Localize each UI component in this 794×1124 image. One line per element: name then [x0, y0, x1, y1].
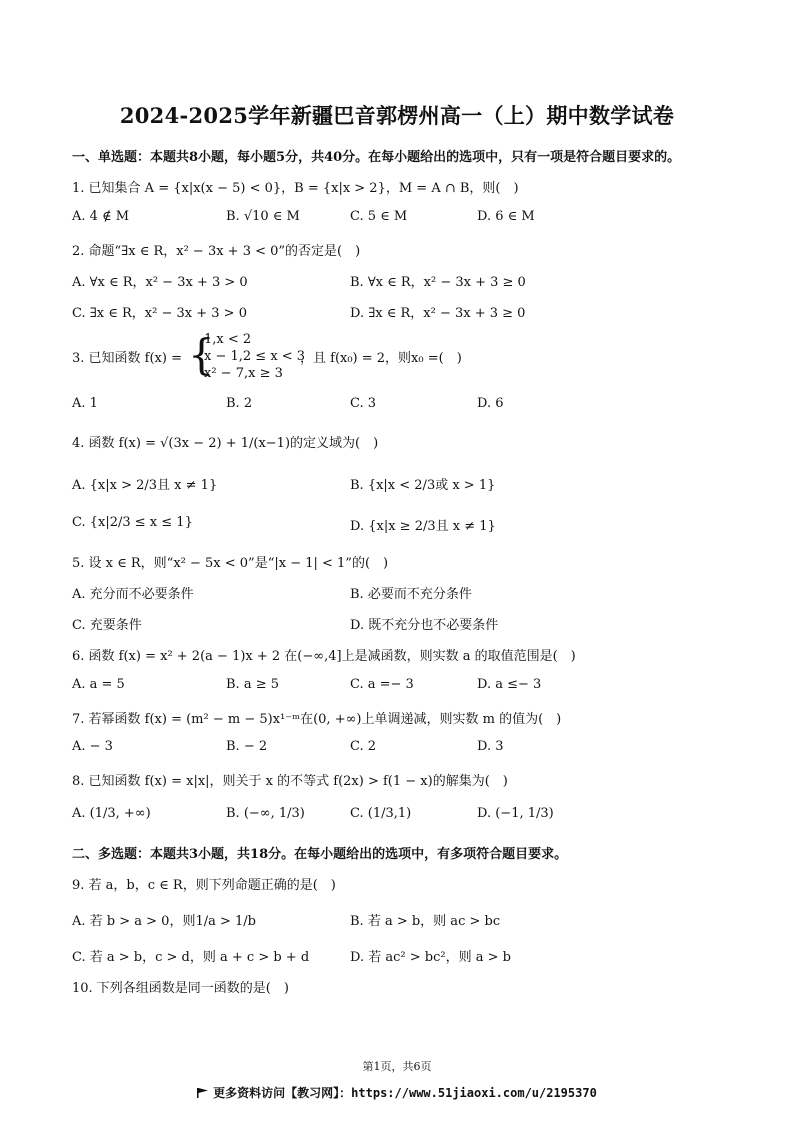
question-8-option-c: C. (1/3,1): [350, 806, 412, 821]
question-5-option-b: B. 必要而不充分条件: [350, 587, 472, 602]
flag-icon: [197, 1088, 209, 1098]
question-1-option-b: B. √10 ∈ M: [226, 209, 300, 224]
question-3-option-b: B. 2: [226, 396, 253, 411]
question-4-option-c: C. {x|2/3 ≤ x ≤ 1}: [72, 515, 193, 530]
question-2-option-c: C. ∃x ∈ R，x² − 3x + 3 > 0: [72, 306, 247, 321]
question-3-option-d: D. 6: [477, 396, 504, 411]
promo-banner[interactable]: [0, 1084, 794, 1101]
question-8-option-b: B. (−∞, 1/3): [226, 806, 305, 821]
question-5-option-a: A. 充分而不必要条件: [72, 587, 194, 602]
question-9-option-b: B. 若 a > b，则 ac > bc: [350, 914, 501, 929]
question-5-stem: 5. 设 x ∈ R，则“x² − 5x < 0”是“|x − 1| < 1”的( ): [72, 556, 389, 571]
question-4-option-b: B. {x|x < 2/3或 x > 1}: [350, 478, 496, 493]
question-7-option-d: D. 3: [477, 739, 504, 754]
question-7-option-c: C. 2: [350, 739, 377, 754]
question-7-stem: 7. 若幂函数 f(x) = (m² − m − 5)x¹⁻ᵐ在(0, +∞)上单调递减，则实数 m 的值为( ): [72, 712, 562, 727]
question-4-stem: 4. 函数 f(x) = √(3x − 2) + 1/(x−1)的定义域为( ): [72, 436, 379, 451]
question-1-stem: 1. 已知集合 A = {x|x(x − 5) < 0}，B = {x|x > 2}，M = A ∩ B，则( ): [72, 181, 519, 196]
case-3: x² − 7,x ≥ 3: [204, 366, 283, 381]
question-3-stem-suffix: ，且 f(x₀) = 2，则x₀ =( ): [300, 351, 462, 366]
question-6-option-c: C. a =− 3: [350, 677, 414, 692]
question-3-option-c: C. 3: [350, 396, 377, 411]
question-9-option-a: A. 若 b > a > 0，则1/a > 1/b: [72, 914, 256, 929]
page-footer: 第1页，共6页: [362, 1060, 432, 1073]
section-heading-single-choice: 一、单选题：本题共8小题，每小题5分，共40分。在每小题给出的选项中，只有一项是符合题目要求的。: [72, 150, 681, 165]
question-9-option-d: D. 若 ac² > bc²，则 a > b: [350, 950, 511, 965]
question-9-option-c: C. 若 a > b，c > d，则 a + c > b + d: [72, 950, 310, 965]
case-1: 1,x < 2: [204, 332, 252, 347]
question-3-stem-prefix: 3. 已知函数 f(x) =: [72, 351, 182, 366]
question-6-option-a: A. a = 5: [72, 677, 125, 692]
question-2-stem: 2. 命题“∃x ∈ R，x² − 3x + 3 < 0”的否定是( ): [72, 244, 361, 259]
question-1-option-d: D. 6 ∈ M: [477, 209, 535, 224]
question-3-cases: [204, 331, 305, 382]
question-2-option-d: D. ∃x ∈ R，x² − 3x + 3 ≥ 0: [350, 306, 526, 321]
question-6-option-b: B. a ≥ 5: [226, 677, 279, 692]
question-6-option-d: D. a ≤− 3: [477, 677, 542, 692]
question-7-option-b: B. − 2: [226, 739, 268, 754]
question-10-stem: 10. 下列各组函数是同一函数的是( ): [72, 981, 289, 996]
question-6-stem: 6. 函数 f(x) = x² + 2(a − 1)x + 2 在(−∞,4]上是减函数，则实数 a 的取值范围是( ): [72, 649, 576, 664]
promo-banner-text[interactable]: 更多资料访问【教习网】：https://www.51jiaoxi.com/u/2195370: [213, 1086, 597, 1100]
question-5-option-d: D. 既不充分也不必要条件: [350, 618, 499, 633]
question-2-option-b: B. ∀x ∈ R，x² − 3x + 3 ≥ 0: [350, 275, 526, 290]
question-8-option-d: D. (−1, 1/3): [477, 806, 554, 821]
question-2-option-a: A. ∀x ∈ R，x² − 3x + 3 > 0: [72, 275, 248, 290]
section-heading-multi-choice: 二、多选题：本题共3小题，共18分。在每小题给出的选项中，有多项符合题目要求。: [72, 847, 568, 862]
question-1-option-a: A. 4 ∉ M: [72, 209, 130, 224]
question-4-option-a: A. {x|x > 2/3且 x ≠ 1}: [72, 478, 218, 493]
question-4-option-d: D. {x|x ≥ 2/3且 x ≠ 1}: [350, 519, 496, 534]
question-7-option-a: A. − 3: [72, 739, 113, 754]
question-8-stem: 8. 已知函数 f(x) = x|x|，则关于 x 的不等式 f(2x) > f(1 − x)的解集为( ): [72, 774, 508, 789]
question-3-option-a: A. 1: [72, 396, 98, 411]
question-5-option-c: C. 充要条件: [72, 618, 142, 633]
case-2: x − 1,2 ≤ x < 3: [204, 349, 306, 364]
piecewise-brace: {: [188, 330, 215, 379]
question-9-stem: 9. 若 a，b，c ∈ R，则下列命题正确的是( ): [72, 878, 336, 893]
page-title: 2024-2025学年新疆巴音郭楞州高一（上）期中数学试卷: [119, 103, 675, 128]
question-1-option-c: C. 5 ∈ M: [350, 209, 408, 224]
question-8-option-a: A. (1/3, +∞): [72, 806, 151, 821]
